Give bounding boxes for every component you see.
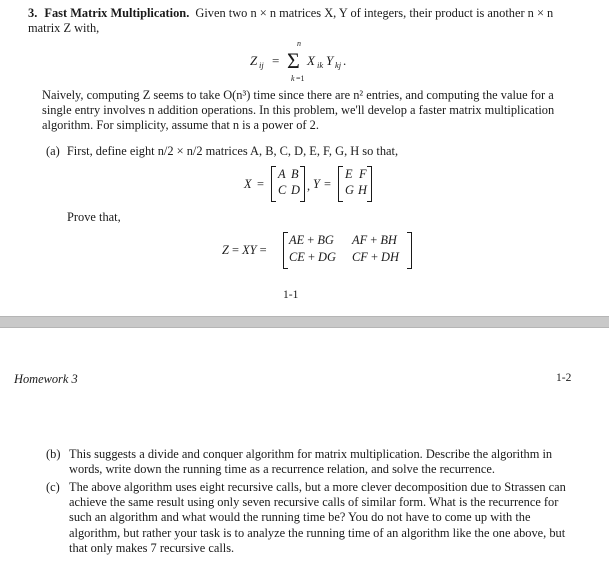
matrix-z: AE + BG AF + BH CE + DG CF + DH <box>283 232 412 269</box>
part-b-label: (b) <box>46 447 61 461</box>
page-number-bottom: 1-1 <box>283 289 299 301</box>
summation-formula-graphic <box>250 38 370 84</box>
z-definition: Z = XY = AE + BG AF + BH CE + DG CF + DH <box>222 232 422 272</box>
svg-text:ik: ik <box>317 60 324 70</box>
svg-text:n: n <box>297 39 301 48</box>
part-a-label: (a) <box>46 144 60 158</box>
svg-text:Y: Y <box>326 53 334 68</box>
svg-text:Z: Z <box>250 53 258 68</box>
svg-text:.: . <box>343 53 347 68</box>
svg-text:Σ: Σ <box>287 48 300 73</box>
part-c-label: (c) <box>46 480 60 494</box>
matrix-y: E F G H <box>338 166 372 202</box>
problem-intro <box>28 6 580 36</box>
part-a-text: First, define eight n/2 × n/2 matrices A, B, C, D, E, F, G, H so that, <box>66 144 399 158</box>
part-a-question <box>46 144 576 159</box>
svg-text:ij: ij <box>259 60 264 70</box>
xy-definition: X = A B C D , Y = E F G H <box>244 165 394 205</box>
running-header-page: 1-2 <box>556 372 572 384</box>
svg-text:kj: kj <box>335 60 342 70</box>
problem-title: Fast Matrix Multiplication. <box>44 6 190 20</box>
page-separator <box>0 316 609 328</box>
problem-number: 3. <box>28 6 38 20</box>
part-b-question <box>46 447 576 477</box>
svg-text:=1: =1 <box>296 74 305 83</box>
running-header-title: Homework 3 <box>14 372 78 386</box>
prove-label: Prove that, <box>67 210 121 224</box>
part-c-question <box>46 480 576 556</box>
naive-paragraph: Naively, computing Z seems to take O(n³) time since there are n² entries, and computing the value for a single entry involves n addition operations. In this problem, we'll develop a faster matrix multiplication algorithm. For simplicity, assume that n is a power of 2. <box>42 88 555 133</box>
svg-text:X: X <box>307 53 315 68</box>
part-b-text: This suggests a divide and conquer algorithm for matrix multiplication. Describe the algorithm in words, write down the running time as a recurrence relation, and solve the recurrence. <box>69 447 553 477</box>
problem-intro-text: Given two n × n matrices X, Y of integers, their product is another n × n matrix Z with, <box>28 6 554 36</box>
svg-text:k: k <box>291 74 295 83</box>
svg-text:=: = <box>272 53 280 68</box>
matrix-x: A B C D <box>271 166 305 202</box>
summation-formula <box>250 38 370 84</box>
part-c-text: The above algorithm uses eight recursive calls, but a more clever decomposition due to Strassen can achieve the same result using only seven recursive calls of similar form. What is the recurrence for such an algorithm and what would the running time be? You do not have to come up with the algorithm, but rather your task is to analyze the running time of an algorithm like the one above, but that only makes 7 recursive calls. <box>69 480 566 555</box>
